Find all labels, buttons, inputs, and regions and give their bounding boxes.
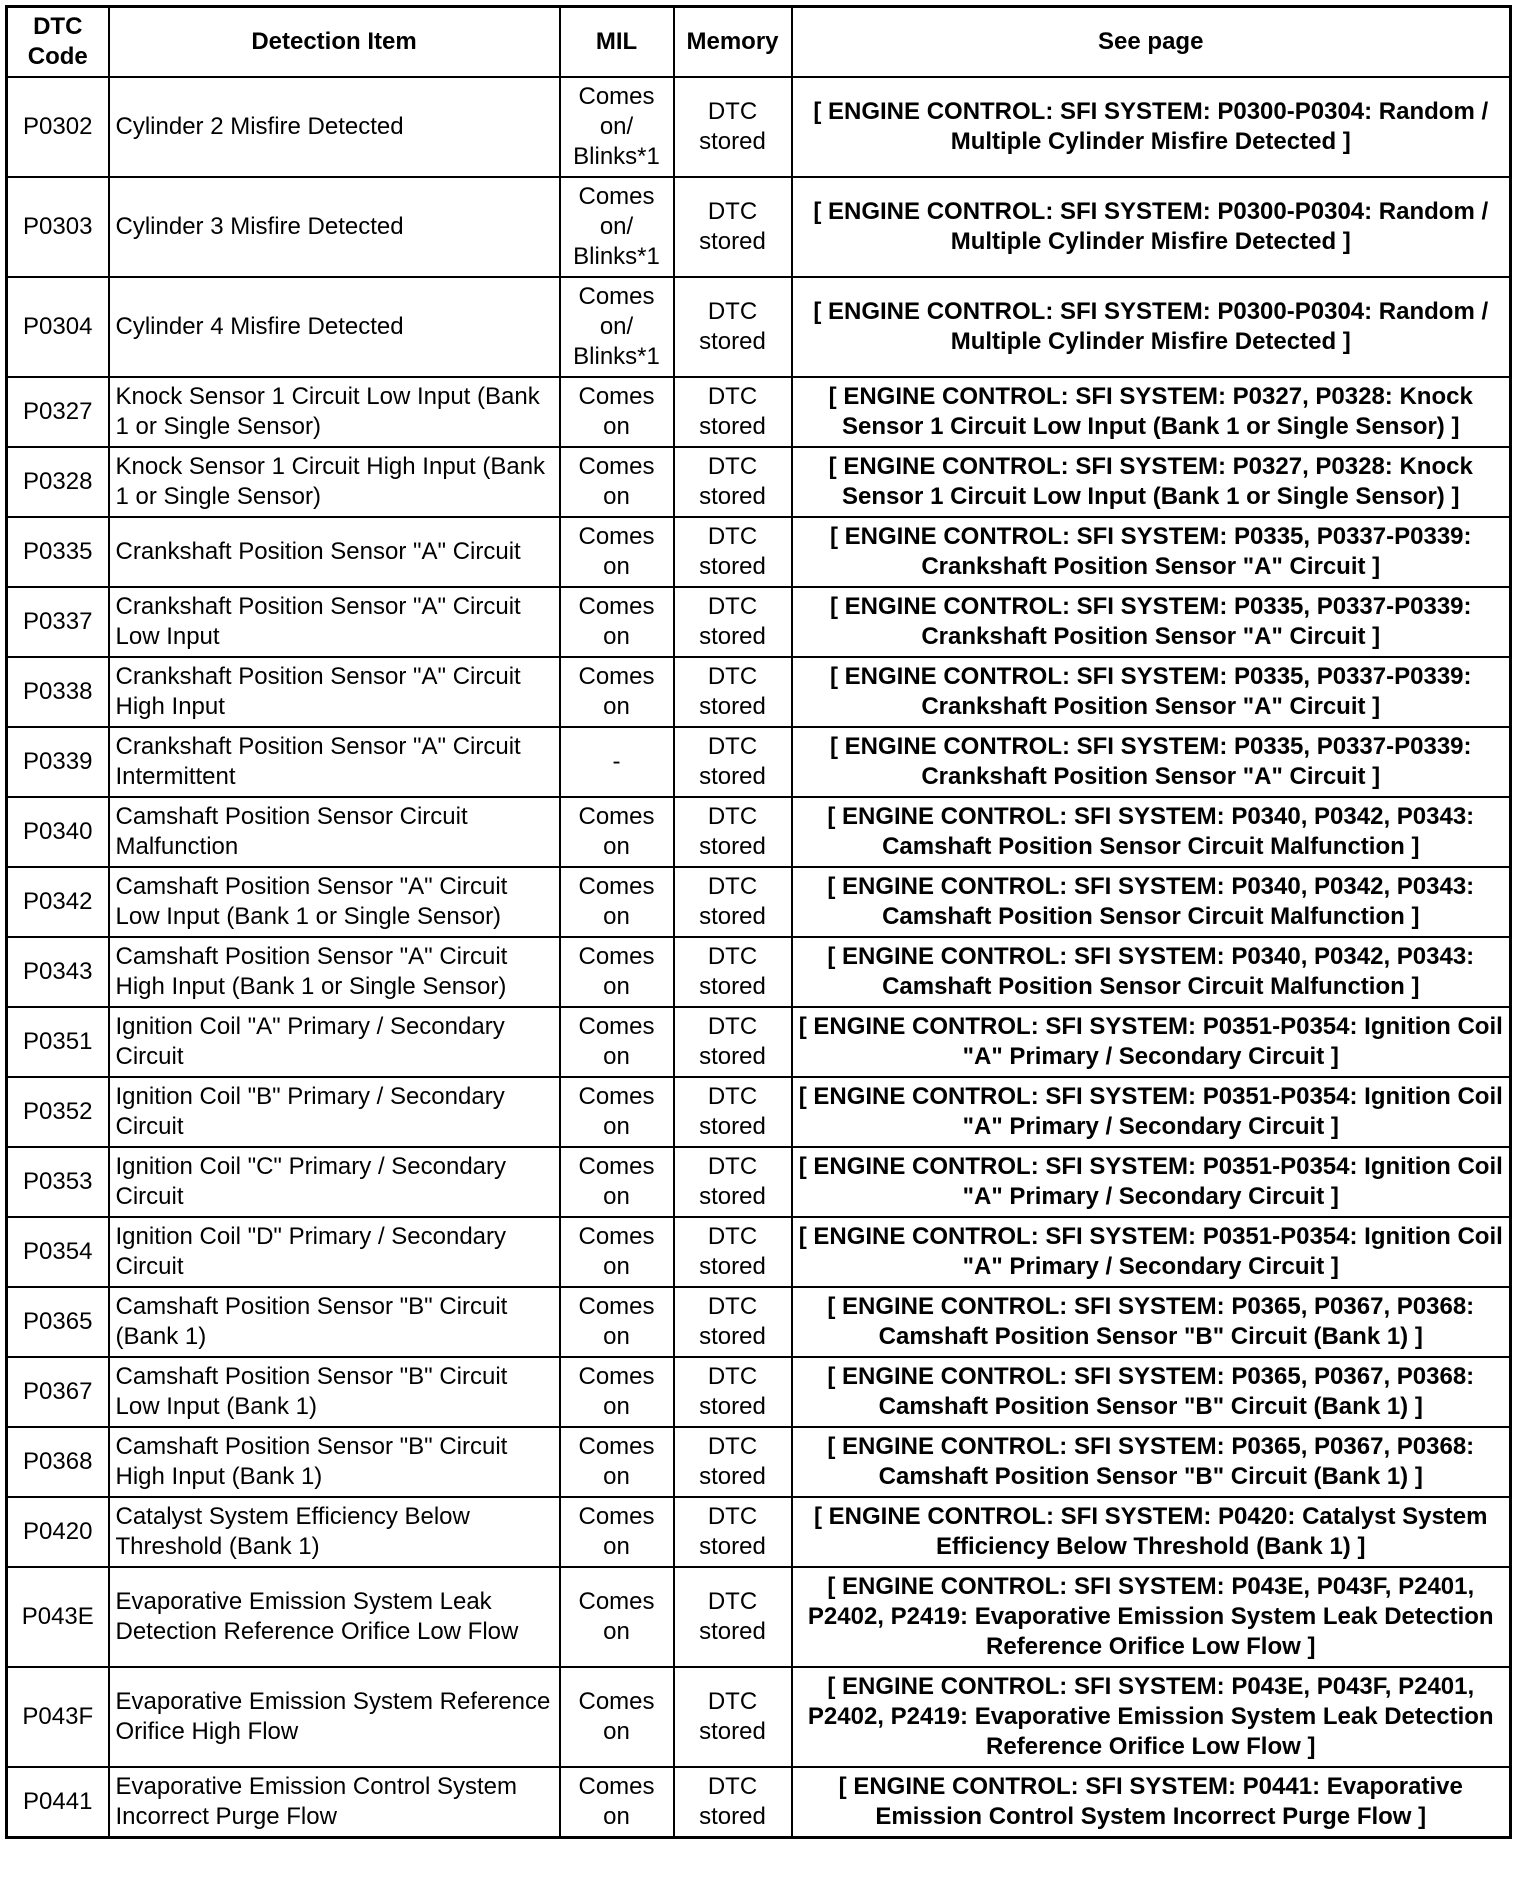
detection-item-cell: Camshaft Position Sensor "A" Circuit High Input (Bank 1 or Single Sensor) xyxy=(109,937,560,1007)
see-page-cell: [ ENGINE CONTROL: SFI SYSTEM: P0300-P0304: Random / Multiple Cylinder Misfire Detected ] xyxy=(792,77,1511,177)
detection-item-cell: Camshaft Position Sensor Circuit Malfunction xyxy=(109,797,560,867)
header-detection-item: Detection Item xyxy=(109,7,560,78)
see-page-cell: [ ENGINE CONTROL: SFI SYSTEM: P043E, P043F, P2401, P2402, P2419: Evaporative Emission System Leak Detection Reference Orifice Low Flow ] xyxy=(792,1667,1511,1767)
dtc-code-cell: P0351 xyxy=(7,1007,109,1077)
memory-cell: DTC stored xyxy=(674,277,792,377)
detection-item-cell: Evaporative Emission System Reference Orifice High Flow xyxy=(109,1667,560,1767)
see-page-cell: [ ENGINE CONTROL: SFI SYSTEM: P0365, P0367, P0368: Camshaft Position Sensor "B" Circuit (Bank 1) ] xyxy=(792,1287,1511,1357)
dtc-code-cell: P0441 xyxy=(7,1767,109,1838)
mil-cell: Comes on xyxy=(560,937,674,1007)
detection-item-cell: Evaporative Emission Control System Incorrect Purge Flow xyxy=(109,1767,560,1838)
table-row xyxy=(7,1077,1511,1147)
memory-cell: DTC stored xyxy=(674,587,792,657)
see-page-cell: [ ENGINE CONTROL: SFI SYSTEM: P0335, P0337-P0339: Crankshaft Position Sensor "A" Circuit ] xyxy=(792,657,1511,727)
table-header xyxy=(7,7,1511,78)
see-page-cell: [ ENGINE CONTROL: SFI SYSTEM: P0365, P0367, P0368: Camshaft Position Sensor "B" Circuit (Bank 1) ] xyxy=(792,1357,1511,1427)
table-row xyxy=(7,377,1511,447)
detection-item-cell: Crankshaft Position Sensor "A" Circuit High Input xyxy=(109,657,560,727)
table-row xyxy=(7,1667,1511,1767)
detection-item-cell: Knock Sensor 1 Circuit High Input (Bank 1 or Single Sensor) xyxy=(109,447,560,517)
table-row xyxy=(7,1217,1511,1287)
dtc-code-cell: P0303 xyxy=(7,177,109,277)
mil-cell: Comes on/ Blinks*1 xyxy=(560,77,674,177)
mil-cell: Comes on xyxy=(560,1007,674,1077)
see-page-cell: [ ENGINE CONTROL: SFI SYSTEM: P043E, P043F, P2401, P2402, P2419: Evaporative Emission System Leak Detection Reference Orifice Low Flow ] xyxy=(792,1567,1511,1667)
see-page-cell: [ ENGINE CONTROL: SFI SYSTEM: P0335, P0337-P0339: Crankshaft Position Sensor "A" Circuit ] xyxy=(792,727,1511,797)
dtc-code-cell: P0352 xyxy=(7,1077,109,1147)
table-row xyxy=(7,797,1511,867)
see-page-cell: [ ENGINE CONTROL: SFI SYSTEM: P0340, P0342, P0343: Camshaft Position Sensor Circuit Malfunction ] xyxy=(792,867,1511,937)
memory-cell: DTC stored xyxy=(674,1427,792,1497)
mil-cell: Comes on xyxy=(560,517,674,587)
see-page-cell: [ ENGINE CONTROL: SFI SYSTEM: P0351-P0354: Ignition Coil "A" Primary / Secondary Circuit ] xyxy=(792,1077,1511,1147)
detection-item-cell: Cylinder 2 Misfire Detected xyxy=(109,77,560,177)
mil-cell: Comes on/ Blinks*1 xyxy=(560,277,674,377)
see-page-cell: [ ENGINE CONTROL: SFI SYSTEM: P0340, P0342, P0343: Camshaft Position Sensor Circuit Malfunction ] xyxy=(792,937,1511,1007)
table-row xyxy=(7,657,1511,727)
see-page-cell: [ ENGINE CONTROL: SFI SYSTEM: P0441: Evaporative Emission Control System Incorrect Purge Flow ] xyxy=(792,1767,1511,1838)
detection-item-cell: Cylinder 4 Misfire Detected xyxy=(109,277,560,377)
detection-item-cell: Ignition Coil "D" Primary / Secondary Circuit xyxy=(109,1217,560,1287)
table-row xyxy=(7,1567,1511,1667)
mil-cell: Comes on xyxy=(560,1767,674,1838)
see-page-cell: [ ENGINE CONTROL: SFI SYSTEM: P0300-P0304: Random / Multiple Cylinder Misfire Detected ] xyxy=(792,277,1511,377)
dtc-code-cell: P0340 xyxy=(7,797,109,867)
memory-cell: DTC stored xyxy=(674,657,792,727)
dtc-code-cell: P0328 xyxy=(7,447,109,517)
memory-cell: DTC stored xyxy=(674,1497,792,1567)
table-row xyxy=(7,937,1511,1007)
mil-cell: Comes on xyxy=(560,447,674,517)
mil-cell: Comes on xyxy=(560,377,674,447)
memory-cell: DTC stored xyxy=(674,1007,792,1077)
memory-cell: DTC stored xyxy=(674,177,792,277)
dtc-code-cell: P0353 xyxy=(7,1147,109,1217)
memory-cell: DTC stored xyxy=(674,1567,792,1667)
dtc-table xyxy=(5,5,1512,1839)
mil-cell: Comes on xyxy=(560,1077,674,1147)
mil-cell: Comes on xyxy=(560,1497,674,1567)
table-row xyxy=(7,277,1511,377)
dtc-code-cell: P0367 xyxy=(7,1357,109,1427)
dtc-code-cell: P0339 xyxy=(7,727,109,797)
header-see-page: See page xyxy=(792,7,1511,78)
mil-cell: Comes on xyxy=(560,1147,674,1217)
see-page-cell: [ ENGINE CONTROL: SFI SYSTEM: P0335, P0337-P0339: Crankshaft Position Sensor "A" Circuit ] xyxy=(792,517,1511,587)
detection-item-cell: Ignition Coil "C" Primary / Secondary Circuit xyxy=(109,1147,560,1217)
mil-cell: Comes on xyxy=(560,587,674,657)
memory-cell: DTC stored xyxy=(674,727,792,797)
mil-cell: Comes on/ Blinks*1 xyxy=(560,177,674,277)
memory-cell: DTC stored xyxy=(674,1357,792,1427)
mil-cell: Comes on xyxy=(560,1667,674,1767)
memory-cell: DTC stored xyxy=(674,1147,792,1217)
detection-item-cell: Camshaft Position Sensor "B" Circuit Low Input (Bank 1) xyxy=(109,1357,560,1427)
memory-cell: DTC stored xyxy=(674,517,792,587)
dtc-code-cell: P043F xyxy=(7,1667,109,1767)
detection-item-cell: Knock Sensor 1 Circuit Low Input (Bank 1 or Single Sensor) xyxy=(109,377,560,447)
mil-cell: Comes on xyxy=(560,1427,674,1497)
detection-item-cell: Crankshaft Position Sensor "A" Circuit Low Input xyxy=(109,587,560,657)
detection-item-cell: Catalyst System Efficiency Below Threshold (Bank 1) xyxy=(109,1497,560,1567)
detection-item-cell: Crankshaft Position Sensor "A" Circuit xyxy=(109,517,560,587)
detection-item-cell: Crankshaft Position Sensor "A" Circuit Intermittent xyxy=(109,727,560,797)
detection-item-cell: Camshaft Position Sensor "A" Circuit Low Input (Bank 1 or Single Sensor) xyxy=(109,867,560,937)
table-row xyxy=(7,177,1511,277)
table-row xyxy=(7,447,1511,517)
memory-cell: DTC stored xyxy=(674,867,792,937)
dtc-code-cell: P0338 xyxy=(7,657,109,727)
see-page-cell: [ ENGINE CONTROL: SFI SYSTEM: P0340, P0342, P0343: Camshaft Position Sensor Circuit Malfunction ] xyxy=(792,797,1511,867)
table-row xyxy=(7,1767,1511,1838)
dtc-code-cell: P0304 xyxy=(7,277,109,377)
detection-item-cell: Ignition Coil "B" Primary / Secondary Circuit xyxy=(109,1077,560,1147)
table-row xyxy=(7,727,1511,797)
memory-cell: DTC stored xyxy=(674,77,792,177)
dtc-code-cell: P0302 xyxy=(7,77,109,177)
dtc-code-cell: P0365 xyxy=(7,1287,109,1357)
memory-cell: DTC stored xyxy=(674,447,792,517)
header-dtc-code xyxy=(7,7,109,78)
dtc-code-cell: P0337 xyxy=(7,587,109,657)
table-row xyxy=(7,587,1511,657)
detection-item-cell: Cylinder 3 Misfire Detected xyxy=(109,177,560,277)
dtc-code-cell: P0327 xyxy=(7,377,109,447)
table-row xyxy=(7,1497,1511,1567)
see-page-cell: [ ENGINE CONTROL: SFI SYSTEM: P0327, P0328: Knock Sensor 1 Circuit Low Input (Bank 1 or Single Sensor) ] xyxy=(792,377,1511,447)
table-row xyxy=(7,77,1511,177)
header-mil: MIL xyxy=(560,7,674,78)
header-code-line2: Code xyxy=(27,43,88,70)
header-memory: Memory xyxy=(674,7,792,78)
table-row xyxy=(7,867,1511,937)
table-body xyxy=(7,77,1511,1838)
memory-cell: DTC stored xyxy=(674,797,792,867)
dtc-code-cell: P0343 xyxy=(7,937,109,1007)
detection-item-cell: Ignition Coil "A" Primary / Secondary Circuit xyxy=(109,1007,560,1077)
mil-cell: Comes on xyxy=(560,1567,674,1667)
see-page-cell: [ ENGINE CONTROL: SFI SYSTEM: P0351-P0354: Ignition Coil "A" Primary / Secondary Circuit ] xyxy=(792,1217,1511,1287)
memory-cell: DTC stored xyxy=(674,1287,792,1357)
mil-cell: Comes on xyxy=(560,1357,674,1427)
mil-cell: Comes on xyxy=(560,867,674,937)
memory-cell: DTC stored xyxy=(674,1217,792,1287)
table-row xyxy=(7,1427,1511,1497)
table-row xyxy=(7,1287,1511,1357)
dtc-code-cell: P0354 xyxy=(7,1217,109,1287)
mil-cell: Comes on xyxy=(560,657,674,727)
dtc-code-cell: P0420 xyxy=(7,1497,109,1567)
mil-cell: - xyxy=(560,727,674,797)
see-page-cell: [ ENGINE CONTROL: SFI SYSTEM: P0420: Catalyst System Efficiency Below Threshold (Bank 1) ] xyxy=(792,1497,1511,1567)
memory-cell: DTC stored xyxy=(674,377,792,447)
table-row xyxy=(7,1007,1511,1077)
dtc-code-cell: P043E xyxy=(7,1567,109,1667)
dtc-code-cell: P0335 xyxy=(7,517,109,587)
memory-cell: DTC stored xyxy=(674,1077,792,1147)
dtc-code-cell: P0342 xyxy=(7,867,109,937)
table-row xyxy=(7,517,1511,587)
see-page-cell: [ ENGINE CONTROL: SFI SYSTEM: P0335, P0337-P0339: Crankshaft Position Sensor "A" Circuit ] xyxy=(792,587,1511,657)
see-page-cell: [ ENGINE CONTROL: SFI SYSTEM: P0327, P0328: Knock Sensor 1 Circuit Low Input (Bank 1 or Single Sensor) ] xyxy=(792,447,1511,517)
header-code-line1: DTC xyxy=(33,13,83,40)
detection-item-cell: Camshaft Position Sensor "B" Circuit High Input (Bank 1) xyxy=(109,1427,560,1497)
dtc-code-cell: P0368 xyxy=(7,1427,109,1497)
mil-cell: Comes on xyxy=(560,797,674,867)
see-page-cell: [ ENGINE CONTROL: SFI SYSTEM: P0300-P0304: Random / Multiple Cylinder Misfire Detected ] xyxy=(792,177,1511,277)
memory-cell: DTC stored xyxy=(674,937,792,1007)
see-page-cell: [ ENGINE CONTROL: SFI SYSTEM: P0351-P0354: Ignition Coil "A" Primary / Secondary Circuit ] xyxy=(792,1007,1511,1077)
memory-cell: DTC stored xyxy=(674,1667,792,1767)
memory-cell: DTC stored xyxy=(674,1767,792,1838)
table-row xyxy=(7,1147,1511,1217)
see-page-cell: [ ENGINE CONTROL: SFI SYSTEM: P0365, P0367, P0368: Camshaft Position Sensor "B" Circuit (Bank 1) ] xyxy=(792,1427,1511,1497)
table-row xyxy=(7,1357,1511,1427)
detection-item-cell: Evaporative Emission System Leak Detection Reference Orifice Low Flow xyxy=(109,1567,560,1667)
detection-item-cell: Camshaft Position Sensor "B" Circuit (Bank 1) xyxy=(109,1287,560,1357)
header-row xyxy=(7,7,1511,78)
mil-cell: Comes on xyxy=(560,1217,674,1287)
mil-cell: Comes on xyxy=(560,1287,674,1357)
see-page-cell: [ ENGINE CONTROL: SFI SYSTEM: P0351-P0354: Ignition Coil "A" Primary / Secondary Circuit ] xyxy=(792,1147,1511,1217)
